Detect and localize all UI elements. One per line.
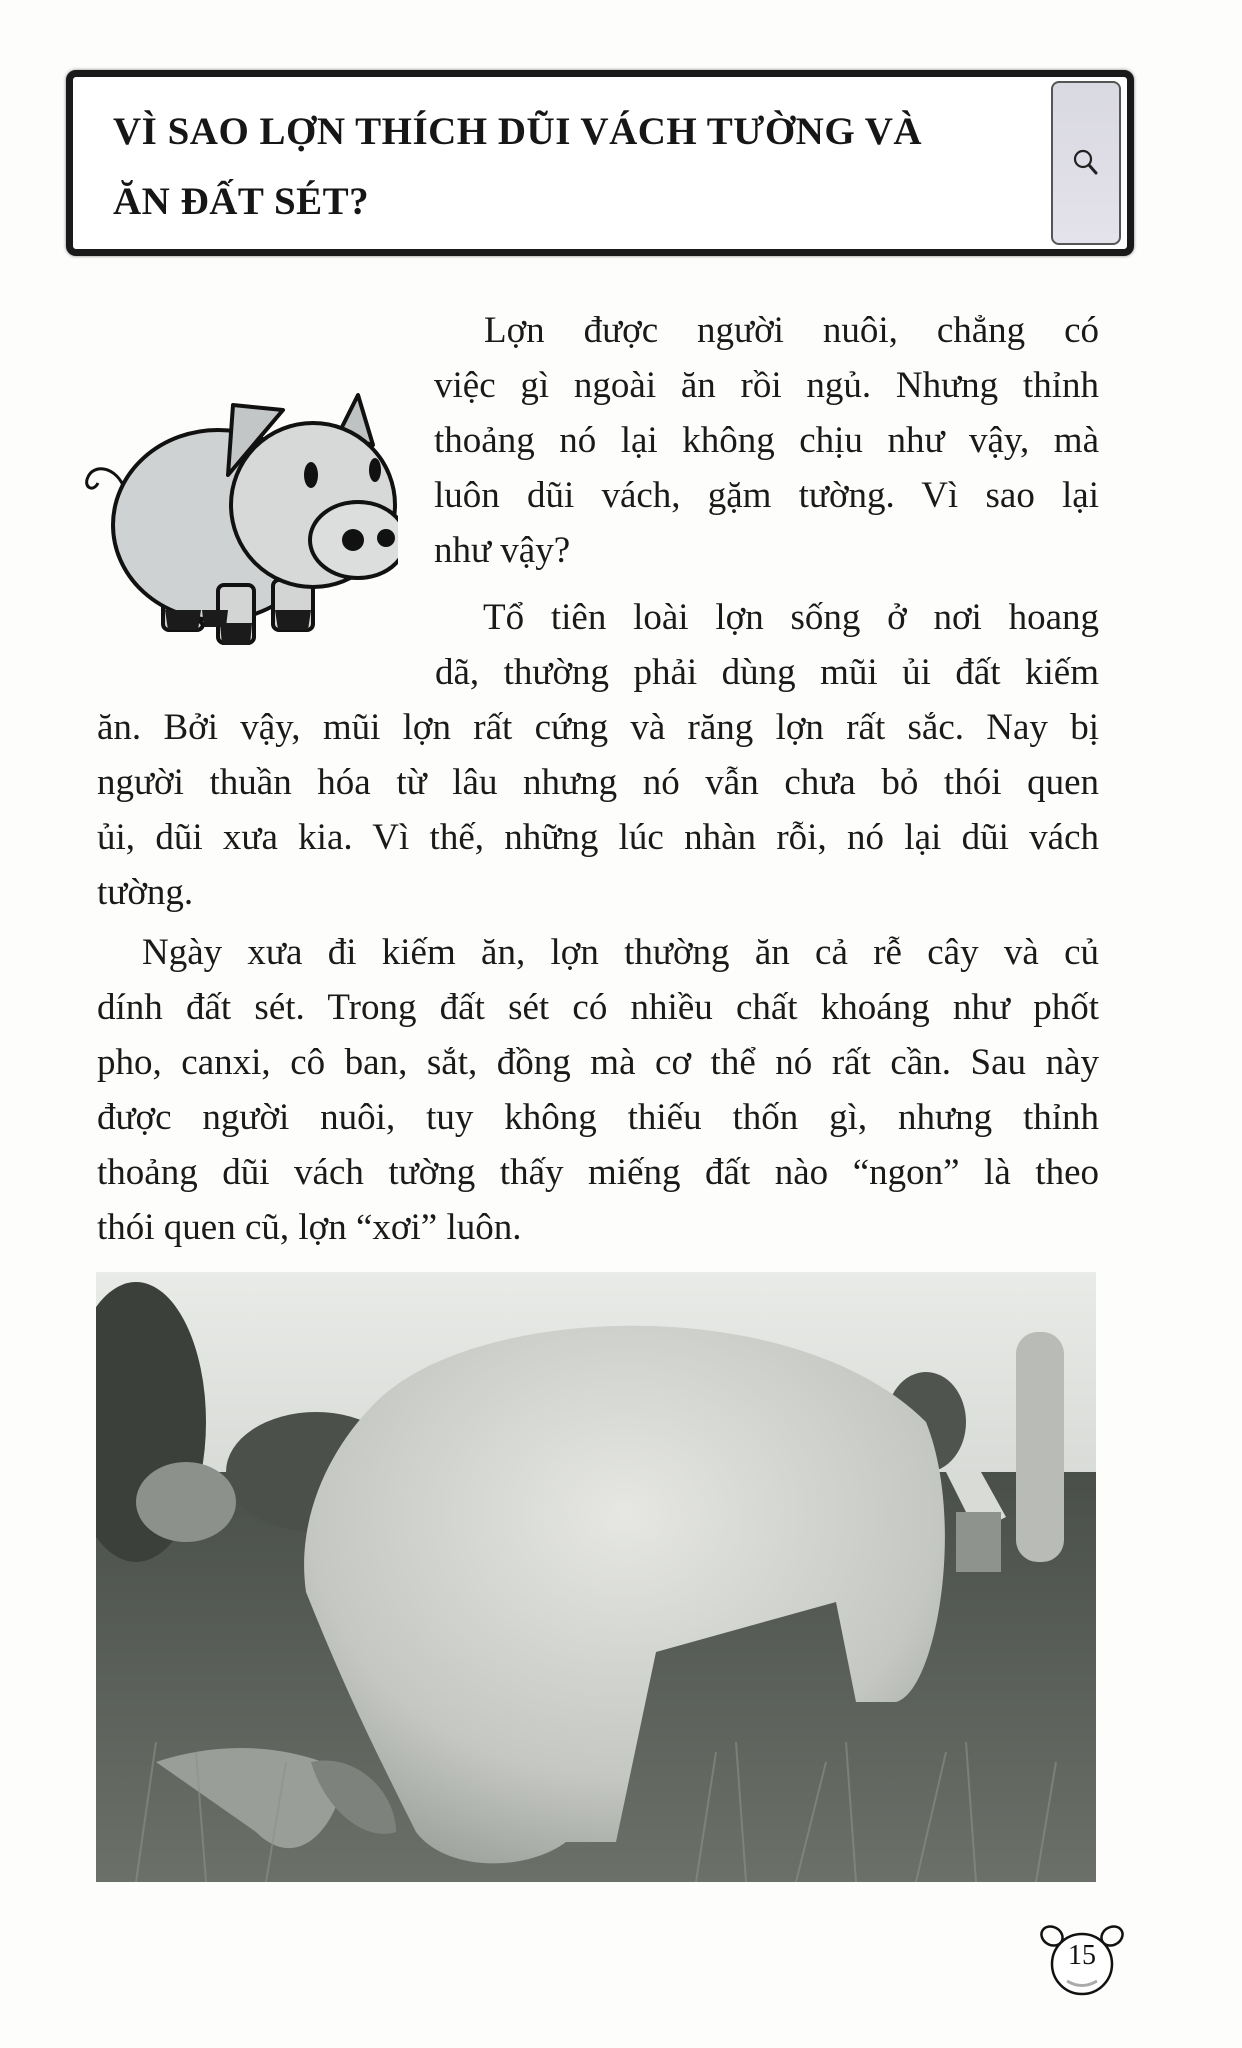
text-line: luôn dũi vách, gặm tường. Vì sao lại (434, 475, 1099, 516)
page-title (113, 97, 1013, 237)
text-line: ăn. Bởi vậy, mũi lợn rất cứng và răng lợn rất sắc. Nay bị (97, 707, 1099, 748)
text-line: tường. (97, 872, 194, 913)
search-icon (1071, 146, 1101, 180)
title-line-2: ĂN ĐẤT SÉT? (113, 180, 370, 223)
text-line: Tổ tiên loài lợn sống ở nơi hoang (483, 597, 1099, 638)
paragraph-3 (97, 925, 1099, 1255)
text-line: người thuần hóa từ lâu nhưng nó vẫn chưa bỏ thói quen (97, 762, 1099, 803)
text-line: pho, canxi, cô ban, sắt, đồng mà cơ thể nó rất cần. Sau này (97, 1042, 1099, 1083)
pig-grazing-photo (96, 1272, 1096, 1882)
page-number-badge (1037, 1918, 1127, 1998)
search-button[interactable] (1051, 81, 1121, 245)
text-line: Ngày xưa đi kiếm ăn, lợn thường ăn cả rễ cây và củ (142, 932, 1099, 973)
text-line: ủi, dũi xưa kia. Vì thế, những lúc nhàn rỗi, nó lại dũi vách (97, 817, 1099, 858)
text-line: dã, thường phải dùng mũi ủi đất kiếm (435, 652, 1099, 693)
text-line: thoảng dũi vách tường thấy miếng đất nào “ngon” là theo (97, 1152, 1099, 1193)
text-line: thói quen cũ, lợn “xơi” luôn. (97, 1207, 522, 1248)
paragraph-1 (434, 303, 1099, 578)
text-line: Lợn được người nuôi, chẳng có (484, 310, 1099, 351)
title-box (66, 70, 1134, 256)
text-line: việc gì ngoài ăn rồi ngủ. Nhưng thỉnh (434, 365, 1099, 406)
paragraph-2 (97, 590, 1099, 920)
text-line: như vậy? (434, 530, 571, 571)
text-line: được người nuôi, tuy không thiếu thốn gì, nhưng thỉnh (97, 1097, 1099, 1138)
text-line: thoảng nó lại không chịu như vậy, mà (434, 420, 1099, 461)
title-line-1: VÌ SAO LỢN THÍCH DŨI VÁCH TƯỜNG VÀ (113, 110, 923, 153)
text-line: dính đất sét. Trong đất sét có nhiều chất khoáng như phốt (97, 987, 1099, 1028)
page-number: 15 (1068, 1940, 1096, 1971)
